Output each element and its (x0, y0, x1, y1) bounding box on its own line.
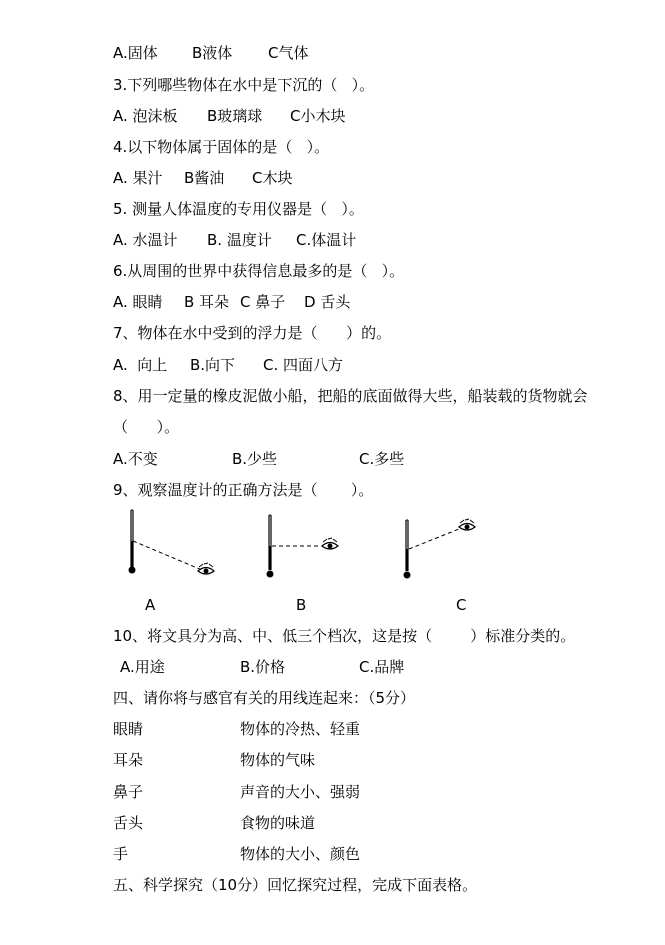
sense-organ-eyes: 眼睛 (113, 720, 144, 738)
q4-stem: 4.以下物体属于固体的是（ ）。 (113, 138, 330, 156)
thermometer-figure-c (395, 515, 495, 585)
eye-icon (322, 538, 338, 549)
q4-option-c: C木块 (252, 169, 293, 187)
figure-label-b: B (296, 596, 307, 614)
section5-title: 五、科学探究（10分）回忆探究过程，完成下面表格。 (113, 876, 478, 894)
q6-stem: 6.从周围的世界中获得信息最多的是（ ）。 (113, 262, 405, 280)
q7-option-c: C. 四面八方 (263, 356, 344, 374)
sense-property-2: 物体的气味 (240, 751, 316, 769)
sense-property-5: 物体的大小、颜色 (240, 845, 361, 863)
q3-stem: 3.下列哪些物体在水中是下沉的（ ）。 (113, 76, 375, 94)
q5-option-a: A. 水温计 (113, 231, 178, 249)
sight-line (409, 529, 459, 549)
eye-icon (459, 519, 475, 530)
q9-stem: 9、观察温度计的正确方法是（ ）。 (113, 481, 374, 499)
q10-option-b: B.价格 (240, 658, 286, 676)
thermometer-bulb (404, 572, 411, 579)
figure-label-c: C (456, 596, 467, 614)
q5-option-b: B. 温度计 (207, 231, 272, 249)
q6-option-b: B 耳朵 (184, 293, 230, 311)
q6-option-d: D 舌头 (304, 293, 351, 311)
q8-option-b: B.少些 (232, 450, 278, 468)
q6-option-c: C 鼻子 (240, 293, 286, 311)
q4-option-b: B酱油 (184, 169, 225, 187)
q8-option-a: A.不变 (113, 450, 158, 468)
q7-stem: 7、物体在水中受到的浮力是（ ）的。 (113, 324, 392, 342)
thermometer-figure-b (258, 510, 358, 585)
q6-option-a: A. 眼睛 (113, 293, 163, 311)
sense-property-3: 声音的大小、强弱 (240, 783, 361, 801)
q10-option-a: A.用途 (120, 658, 165, 676)
sense-property-4: 食物的味道 (240, 814, 316, 832)
sense-organ-nose: 鼻子 (113, 783, 144, 801)
sense-organ-hand: 手 (113, 845, 129, 863)
sight-line (133, 541, 202, 570)
q2-option-c: C气体 (268, 44, 309, 62)
sense-organ-ears: 耳朵 (113, 751, 144, 769)
q3-option-c: C小木块 (290, 107, 346, 125)
section4-title: 四、请你将与感官有关的用线连起来：（5分） (113, 689, 416, 707)
q4-option-a: A. 果汁 (113, 169, 163, 187)
q10-option-c: C.品牌 (359, 658, 405, 676)
q3-option-b: B玻璃球 (207, 107, 263, 125)
q2-option-b: B液体 (192, 44, 233, 62)
q8-option-c: C.多些 (359, 450, 405, 468)
eye-icon (198, 563, 214, 574)
q8-stem-line2: （ ）。 (113, 418, 180, 436)
q7-option-a: A. 向上 (113, 356, 168, 374)
q3-option-a: A. 泡沫板 (113, 107, 178, 125)
sense-organ-tongue: 舌头 (113, 814, 144, 832)
thermometer-bulb (129, 567, 136, 574)
thermometer-bulb (267, 571, 274, 578)
figure-label-a: A (145, 596, 156, 614)
sense-property-1: 物体的冷热、轻重 (240, 720, 361, 738)
q2-option-a: A.固体 (113, 44, 158, 62)
q7-option-b: B.向下 (190, 356, 236, 374)
q10-stem: 10、将文具分为高、中、低三个档次，这是按（ ）标准分类的。 (113, 627, 576, 645)
q5-option-c: C.体温计 (296, 231, 357, 249)
q5-stem: 5. 测量人体温度的专用仪器是（ ）。 (113, 200, 364, 218)
q8-stem-line1: 8、用一定量的橡皮泥做小船，把船的底面做得大些，船装载的货物就会 (113, 387, 588, 405)
thermometer-figure-a (120, 505, 230, 585)
